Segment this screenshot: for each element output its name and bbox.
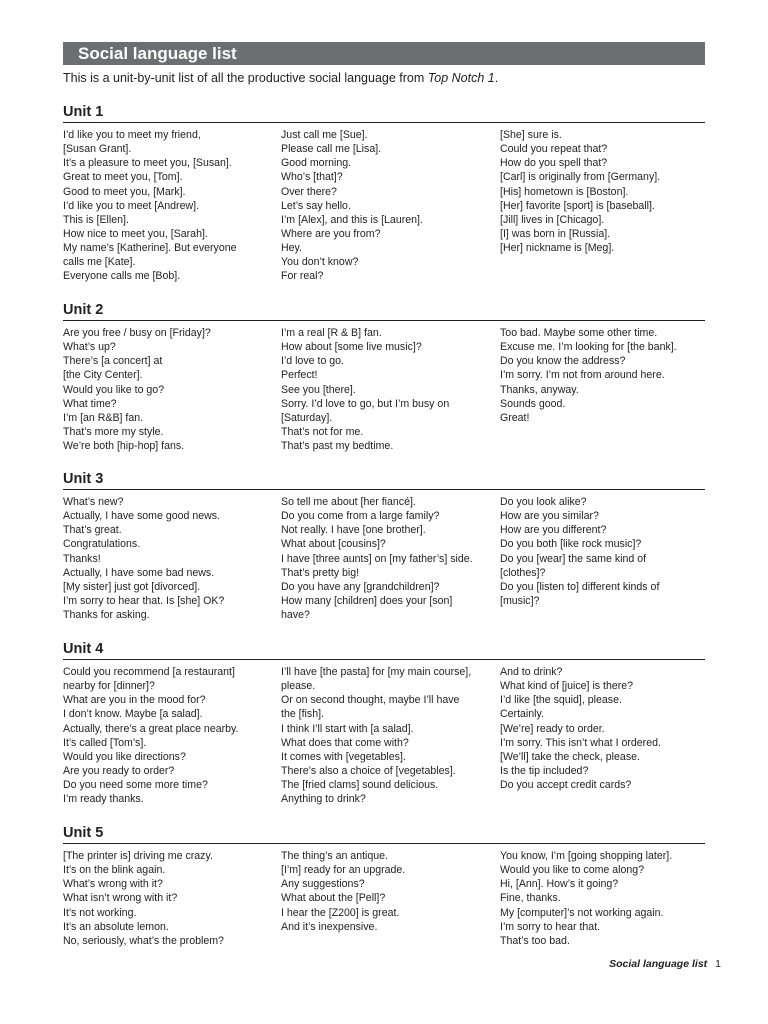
phrase-line: [The printer is] driving me crazy. <box>63 850 213 862</box>
unit-heading: Unit 1 <box>63 103 705 123</box>
phrase-line: Actually, I have some good news. <box>63 510 221 523</box>
phrase-line: You know, I’m [going shopping later]. <box>500 850 673 862</box>
unit-4-section <box>63 640 705 806</box>
unit-column <box>63 665 238 806</box>
phrase-line: Let’s say hello. <box>281 199 351 212</box>
phrase-line: What isn’t wrong with it? <box>63 892 178 905</box>
phrase-line: Good morning. <box>281 157 352 170</box>
phrase-line: Just call me [Sue]. <box>281 129 368 141</box>
phrase-line: Do you have any [grandchildren]? <box>281 580 440 593</box>
phrase-line: I’d like you to meet [Andrew]. <box>63 199 200 212</box>
phrase-line: Do you [wear] the same kind of <box>500 552 647 565</box>
footer-label: Social language list <box>609 958 708 970</box>
phrase-line: I think I’ll start with [a salad]. <box>281 722 414 735</box>
phrase-line: It’s an absolute lemon. <box>63 920 169 933</box>
phrase-line: That’s pretty big! <box>281 566 360 579</box>
phrase-line: Thanks, anyway. <box>500 383 579 396</box>
phrase-line: Do you come from a large family? <box>281 510 440 523</box>
phrase-line: Excuse me. I’m looking for [the bank]. <box>500 341 677 354</box>
phrase-line: That’s not for me. <box>281 425 364 438</box>
phrase-line: Could you recommend [a restaurant] <box>63 666 235 678</box>
unit-column <box>281 326 449 453</box>
phrase-line: How are you similar? <box>500 510 599 523</box>
unit-column <box>63 849 224 948</box>
phrase-line: What does that come with? <box>281 736 409 749</box>
intro-before: This is a unit-by-unit list of all the productive social language from <box>63 71 428 85</box>
unit-column <box>281 495 473 622</box>
phrase-line: That’s great. <box>63 524 122 537</box>
unit-column <box>281 849 405 934</box>
phrase-line: You don’t know? <box>281 256 359 269</box>
phrase-line: My name’s [Katherine]. But everyone <box>63 242 237 255</box>
phrase-line: Perfect! <box>281 369 318 382</box>
phrase-line: Thanks for asking. <box>63 609 150 622</box>
phrase-line: Congratulations. <box>63 538 141 551</box>
phrase-line: What’s wrong with it? <box>63 878 163 891</box>
phrase-line: [the City Center]. <box>63 369 143 382</box>
phrase-line: [We’re] ready to order. <box>500 722 605 735</box>
unit-heading: Unit 4 <box>63 640 705 660</box>
phrase-line: Please call me [Lisa]. <box>281 143 382 156</box>
unit-column <box>63 495 224 622</box>
phrase-line: Would you like to come along? <box>500 864 645 877</box>
phrase-line: I’m sorry to hear that. Is [she] OK? <box>63 594 225 607</box>
phrase-line: Who’s [that]? <box>281 171 343 184</box>
phrase-line: I’m ready thanks. <box>63 793 144 806</box>
phrase-line: the [fish]. <box>281 708 324 721</box>
phrase-line: I’m sorry to hear that. <box>500 920 601 933</box>
intro-text <box>63 70 498 86</box>
unit-1-section <box>63 103 705 283</box>
phrase-line: For real? <box>281 270 324 283</box>
phrase-line: See you [there]. <box>281 383 356 396</box>
unit-3-section <box>63 470 705 622</box>
unit-column <box>500 326 677 425</box>
phrase-line: Do you both [like rock music]? <box>500 538 642 551</box>
phrase-line: [Carl] is originally from [Germany]. <box>500 171 661 184</box>
phrase-line: have? <box>281 609 310 622</box>
phrase-line: [clothes]? <box>500 566 546 579</box>
phrase-line: Do you know the address? <box>500 355 626 368</box>
unit-column <box>500 128 660 255</box>
phrase-line: [His] hometown is [Boston]. <box>500 185 629 198</box>
phrase-line: Too bad. Maybe some other time. <box>500 327 658 339</box>
phrase-line: Thanks! <box>63 552 101 565</box>
phrase-line: How nice to meet you, [Sarah]. <box>63 227 208 240</box>
phrase-line: Are you free / busy on [Friday]? <box>63 327 211 339</box>
phrase-line: What are you in the mood for? <box>63 694 206 707</box>
phrase-line: I’d like you to meet my friend, <box>63 129 201 141</box>
page-footer <box>609 958 721 970</box>
phrase-line: There’s also a choice of [vegetables]. <box>281 764 456 777</box>
unit-heading: Unit 2 <box>63 301 705 321</box>
phrase-line: Over there? <box>281 185 337 198</box>
unit-heading: Unit 5 <box>63 824 705 844</box>
phrase-line: What’s new? <box>63 496 124 508</box>
phrase-line: And it’s inexpensive. <box>281 920 378 933</box>
unit-2-section <box>63 301 705 453</box>
phrase-line: [Her] nickname is [Meg]. <box>500 242 615 255</box>
phrase-line: Would you like to go? <box>63 383 165 396</box>
phrase-line: This is [Ellen]. <box>63 213 129 226</box>
phrase-line: My [computer]’s not working again. <box>500 906 664 919</box>
phrase-line: Sounds good. <box>500 397 566 410</box>
phrase-line: Do you look alike? <box>500 496 587 508</box>
phrase-line: There’s [a concert] at <box>63 355 163 368</box>
phrase-line: I hear the [Z200] is great. <box>281 906 400 919</box>
phrase-line: Do you accept credit cards? <box>500 779 632 792</box>
phrase-line: I don’t know. Maybe [a salad]. <box>63 708 203 721</box>
phrase-line: And to drink? <box>500 666 563 678</box>
phrase-line: [music]? <box>500 594 540 607</box>
phrase-line: Actually, there’s a great place nearby. <box>63 722 239 735</box>
phrase-line: Would you like directions? <box>63 750 186 763</box>
phrase-line: Not really. I have [one brother]. <box>281 524 426 537</box>
phrase-line: I’ll have [the pasta] for [my main course], <box>281 666 472 678</box>
phrase-line: Is the tip included? <box>500 764 589 777</box>
phrase-line: How many [children] does your [son] <box>281 594 453 607</box>
phrase-line: [She] sure is. <box>500 129 562 141</box>
phrase-line: Could you repeat that? <box>500 143 608 156</box>
phrase-line: Any suggestions? <box>281 878 365 891</box>
phrase-line: What’s up? <box>63 341 116 354</box>
phrase-line: No, seriously, what’s the problem? <box>63 934 224 947</box>
phrase-line: Hey. <box>281 242 302 255</box>
phrase-line: What time? <box>63 397 117 410</box>
unit-column <box>500 665 661 792</box>
phrase-line: It’s not working. <box>63 906 137 919</box>
phrase-line: That’s too bad. <box>500 934 570 947</box>
phrase-line: nearby for [dinner]? <box>63 680 155 693</box>
unit-column <box>281 128 423 284</box>
unit-column <box>500 849 672 948</box>
phrase-line: [We’ll] take the check, please. <box>500 750 640 763</box>
phrase-line: Actually, I have some bad news. <box>63 566 215 579</box>
phrase-line: It’s called [Tom’s]. <box>63 736 147 749</box>
phrase-line: Great! <box>500 411 530 424</box>
phrase-line: [My sister] just got [divorced]. <box>63 580 201 593</box>
unit-column <box>281 665 471 806</box>
phrase-line: I’m sorry. This isn’t what I ordered. <box>500 736 661 749</box>
phrase-line: I have [three aunts] on [my father’s] side. <box>281 552 473 565</box>
phrase-line: [I] was born in [Russia]. <box>500 227 611 240</box>
phrase-line: What kind of [juice] is there? <box>500 680 634 693</box>
phrase-line: Sorry. I’d love to go, but I’m busy on <box>281 397 450 410</box>
phrase-line: Hi, [Ann]. How’s it going? <box>500 878 619 891</box>
phrase-line: The [fried clams] sound delicious. <box>281 779 439 792</box>
phrase-line: That’s past my bedtime. <box>281 440 394 453</box>
phrase-line: Certainly. <box>500 708 544 721</box>
phrase-line: It’s a pleasure to meet you, [Susan]. <box>63 157 232 170</box>
phrase-line: What about [cousins]? <box>281 538 386 551</box>
phrase-line: Anything to drink? <box>281 793 366 806</box>
phrase-line: That’s more my style. <box>63 425 164 438</box>
page-number: 1 <box>715 958 721 970</box>
phrase-line: What about the [Pell]? <box>281 892 386 905</box>
unit-column <box>63 326 211 453</box>
phrase-line: [Jill] lives in [Chicago]. <box>500 213 605 226</box>
phrase-line: I’m a real [R & B] fan. <box>281 327 382 339</box>
phrase-line: [Susan Grant]. <box>63 143 132 156</box>
unit-heading: Unit 3 <box>63 470 705 490</box>
phrase-line: I’d love to go. <box>281 355 345 368</box>
phrase-line: I’m [Alex], and this is [Lauren]. <box>281 213 423 226</box>
phrase-line: How are you different? <box>500 524 607 537</box>
phrase-line: [I’m] ready for an upgrade. <box>281 864 406 877</box>
phrase-line: How do you spell that? <box>500 157 608 170</box>
unit-column <box>500 495 659 608</box>
intro-book-title: Top Notch 1 <box>427 71 495 85</box>
phrase-line: It’s on the blink again. <box>63 864 166 877</box>
phrase-line: Do you need some more time? <box>63 779 208 792</box>
intro-after: . <box>494 71 499 85</box>
phrase-line: [Her] favorite [sport] is [baseball]. <box>500 199 655 212</box>
phrase-line: I’m [an R&B] fan. <box>63 411 144 424</box>
phrase-line: It comes with [vegetables]. <box>281 750 406 763</box>
phrase-line: Good to meet you, [Mark]. <box>63 185 186 198</box>
page-title: Social language list <box>63 42 705 65</box>
phrase-line: Where are you from? <box>281 227 381 240</box>
phrase-line: Everyone calls me [Bob]. <box>63 270 181 283</box>
phrase-line: So tell me about [her fiancé]. <box>281 496 416 508</box>
phrase-line: The thing’s an antique. <box>281 850 388 862</box>
phrase-line: We’re both [hip-hop] fans. <box>63 440 185 453</box>
phrase-line: I’m sorry. I’m not from around here. <box>500 369 665 382</box>
phrase-line: calls me [Kate]. <box>63 256 136 269</box>
phrase-line: [Saturday]. <box>281 411 333 424</box>
unit-column <box>63 128 237 284</box>
phrase-line: Great to meet you, [Tom]. <box>63 171 183 184</box>
phrase-line: I’d like [the squid], please. <box>500 694 622 707</box>
phrase-line: please. <box>281 680 316 693</box>
phrase-line: How about [some live music]? <box>281 341 422 354</box>
phrase-line: Or on second thought, maybe I’ll have <box>281 694 460 707</box>
phrase-line: Do you [listen to] different kinds of <box>500 580 660 593</box>
phrase-line: Are you ready to order? <box>63 764 175 777</box>
unit-5-section <box>63 824 705 947</box>
phrase-line: Fine, thanks. <box>500 892 561 905</box>
